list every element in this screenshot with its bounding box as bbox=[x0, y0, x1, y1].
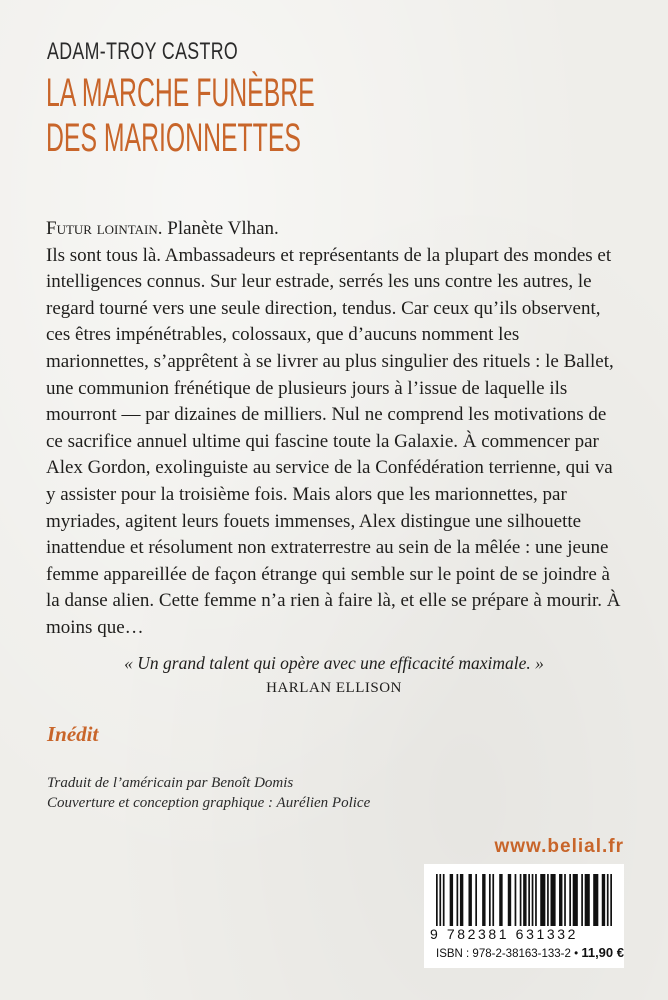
barcode-bar bbox=[569, 874, 571, 926]
book-title-line-2: DES MARIONNETTES bbox=[46, 116, 301, 160]
barcode-icon bbox=[436, 874, 612, 932]
inedit-label: Inédit bbox=[47, 722, 99, 746]
author-name: ADAM-TROY CASTRO bbox=[47, 38, 239, 65]
translation-credit: Traduit de l’américain par Benoît Domis bbox=[47, 775, 294, 791]
barcode-bar bbox=[439, 874, 441, 926]
barcode-bar bbox=[573, 874, 578, 926]
synopsis-lead-small-caps: Futur lointain bbox=[46, 218, 158, 239]
price: 11,90 € bbox=[581, 945, 624, 960]
barcode-bar bbox=[528, 874, 530, 926]
barcode-bar bbox=[593, 874, 598, 926]
isbn-number: ISBN : 978-2-38163-133-2 bbox=[436, 948, 571, 960]
separator-dot: • bbox=[574, 948, 579, 960]
barcode-digits: 9 782381 631332 bbox=[430, 926, 578, 942]
barcode-bar bbox=[532, 874, 534, 926]
barcode-bar bbox=[520, 874, 522, 926]
publisher-website: www.belial.fr bbox=[494, 836, 624, 857]
barcode-bar bbox=[492, 874, 494, 926]
barcode-bar bbox=[602, 874, 605, 926]
barcode-bar bbox=[564, 874, 566, 926]
blurb-quote bbox=[0, 651, 668, 700]
isbn-price-line bbox=[436, 945, 624, 960]
barcode-bar bbox=[547, 874, 549, 926]
barcode-bar bbox=[460, 874, 463, 926]
synopsis bbox=[46, 216, 626, 642]
barcode-bar bbox=[515, 874, 517, 926]
barcode-bar bbox=[535, 874, 537, 926]
book-title-line-1: LA MARCHE FUNÈBRE bbox=[46, 71, 315, 115]
book-title bbox=[46, 71, 315, 161]
barcode-bar bbox=[450, 874, 453, 926]
barcode-bar bbox=[475, 874, 477, 926]
barcode-bar bbox=[499, 874, 502, 926]
barcode-bar bbox=[559, 874, 562, 926]
barcode-bar bbox=[508, 874, 511, 926]
barcode-bar bbox=[585, 874, 590, 926]
synopsis-lead bbox=[46, 216, 626, 243]
barcode-bar bbox=[457, 874, 459, 926]
cover-credit: Couverture et conception graphique : Aurélien Police bbox=[47, 795, 371, 811]
barcode-bar bbox=[610, 874, 612, 926]
barcode-bar bbox=[550, 874, 555, 926]
barcode-bar bbox=[540, 874, 545, 926]
barcode-bar bbox=[581, 874, 583, 926]
synopsis-lead-rest: . Planète Vlhan. bbox=[157, 218, 279, 239]
quote-text: « Un grand talent qui opère avec une efficacité maximale. » bbox=[124, 653, 544, 673]
quote-author: HARLAN ELLISON bbox=[266, 680, 402, 696]
barcode-bar bbox=[468, 874, 471, 926]
barcode-bar bbox=[443, 874, 445, 926]
barcode-panel bbox=[424, 864, 624, 968]
barcode-bar bbox=[607, 874, 609, 926]
barcode-bar bbox=[523, 874, 526, 926]
synopsis-body: Ils sont tous là. Ambassadeurs et représentants de la plupart des mondes et intelligences connus. Sur leur estrade, serrés les uns contre les autres, le regard tourné vers une seule direction, tendus. Car ceux qu’ils observent, ces êtres impénétrables, colossaux, que d’aucuns nomment les marionnettes, s’apprêtent à se livrer au plus singulier des rituels : le Ballet, une communion frénétique de plusieurs jours à l’issue de laquelle ils mourront — par dizaines de milliers. Nul ne comprend les motivations de ce sacrifice annuel ultime qui fascine toute la Galaxie. À commencer par Alex Gordon, exolinguiste au service de la Confédération terrienne, qui va y assister pour la troisième fois. Mais alors que les marionnettes, par myriades, agitent leurs fouets immenses, Alex distingue une silhouette inattendue et résolument non extraterrestre au sein de la mêlée : une jeune femme appareillée de façon étrange qui semble sur le point de se joindre à la danse alien. Cette femme n’a rien à faire là, et elle se prépare à mourir. À moins que… bbox=[46, 244, 621, 638]
credits bbox=[47, 773, 370, 813]
barcode-bar bbox=[482, 874, 485, 926]
barcode-bar bbox=[436, 874, 438, 926]
barcode-bar bbox=[489, 874, 491, 926]
